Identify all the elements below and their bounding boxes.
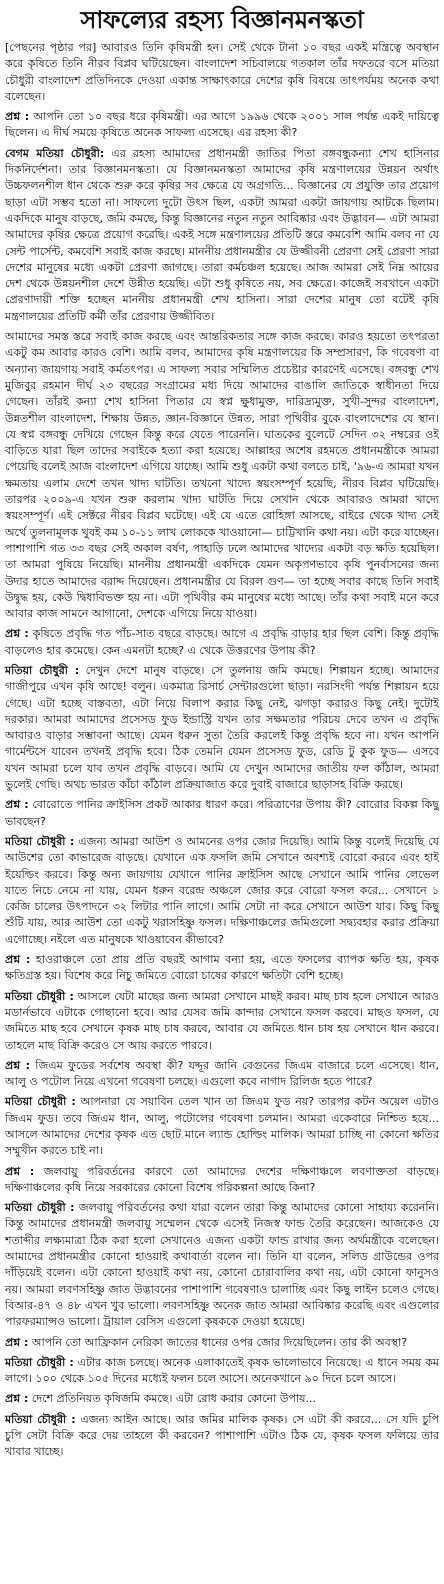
paragraph-text: এটার কাজ চলছে। অনেক এলাকাতেই কৃষক ভালোভাবে নিয়েছে। এ ধানে সময় কম লাগে। ১০০ থেকে ১০৫ দিনের মধ্যেই ফলন চলে আসে। অনেকখানে ৯০ দিনে চলে আসে।: [5, 1355, 440, 1386]
paragraph-text: জলবায়ু পরিবর্তনের কারণে তো আমাদের দেশের দক্ষিণাঞ্চলে লবণাক্ততা বাড়ছে। দক্ষিণাঞ্চলের কৃষি নিয়ে সরকারের কোনো বিশেষ পরিকল্পনা আছে কিনা?: [5, 1164, 440, 1194]
article-body: [0, 40, 444, 1584]
paragraph-text: দেশে প্রতিনিয়ত কৃষিজমি কমছে। এটা রোধ করার কোনো উপায়...: [31, 1392, 317, 1406]
speaker-label: মতিয়া চৌধুরী :: [5, 663, 80, 677]
interview-paragraph: [5, 1412, 439, 1461]
interview-paragraph: [5, 797, 439, 830]
speaker-label: প্রশ্ন :: [5, 1058, 31, 1072]
speaker-label: মতিয়া চৌধুরী :: [5, 1355, 74, 1369]
speaker-label: প্রশ্ন :: [5, 798, 29, 812]
interview-paragraph: [5, 1164, 439, 1197]
article-paragraph: [5, 40, 439, 105]
interview-paragraph: [5, 1355, 439, 1388]
interview-paragraph: [5, 1200, 439, 1330]
speaker-label: প্রশ্ন :: [5, 1392, 29, 1406]
interview-paragraph: [5, 146, 439, 325]
interview-paragraph: [5, 1058, 439, 1091]
paragraph-text: এর রহস্য আমাদের প্রধানমন্ত্রী জাতির পিতা বঙ্গবন্ধুকন্যা শেখ হাসিনার দিকনির্দেশনা। তার বিজ্ঞানমনস্কতা। যে বিজ্ঞানমনস্কতা আমাদের কৃষি মন্ত্রণালয়ের উন্নয়ন অর্থাৎ উচ্চফলনশীল ধান থেকে শুরু করে কৃষির সব ক্ষেত্রে যে অগ্রগতি... বিজ্ঞানের যে প্রযুক্তি তার প্রয়োগ ছাড়া এটা সম্ভব হতো না। সাফল্যে দুটো উৎস ছিল, একটা আমরা একটা জায়গায় আটকে ছিলাম। একদিকে মানুষ বাড়ছে, জমি কমছে, কিন্তু বিজ্ঞানের নতুন নতুন আবিষ্কার এবং উদ্ভাবন— এটা আমরা আমাদের কৃষির ক্ষেত্রে প্রয়োগ করেছি। একই সঙ্গে মন্ত্রণালয়ের প্রতিটি স্তরে কমবেশি আমি বলব না যে সেন্ট পার্সেন্ট, কমবেশি সবাই কাজ করছে। মাননীয় প্রধানমন্ত্রীর যে উজ্জীবনী প্রেরণা সেই প্রেরণা সারা দেশের মানুষের মধ্যে একটা প্রেরণা জাগছে। তারা কর্মচঞ্চল হয়েছে। আজ আমরা সেই নিম্ন আয়ের দেশ থেকে উন্নয়নশীল দেশে উন্নীত হয়েছি। এটা শুধু কৃষিতে নয়, সব ক্ষেত্রে। কাজেই সবখানে একটা প্রেরণাদায়ী শক্তি হচ্ছেন মাননীয় প্রধানমন্ত্রী শেখ হাসিনা। সারা দেশের মানুষ তো বটেই কৃষি মন্ত্রণালয়ের প্রতিটি কর্মী তাঁর প্রেরণায় উজ্জীবিত।: [5, 146, 439, 323]
paragraph-text: [পেছনের পৃষ্ঠার পর] আবারও তিনি কৃষিমন্ত্রী হন। সেই থেকে টানা ১০ বছর একই মন্ত্রিত্বে অবস্থান করে কৃষিতে তিনি নীরব বিপ্লব ঘটিয়েছেন। বাংলাদেশ সচিবালয়ে গতকাল তাঁর দফতরে বসে মতিয়া চৌধুরী বাংলাদেশ প্রতিদিনকে দেওয়া একান্ত সাক্ষাৎকারে দেশের কৃষি বিষয়ে তাৎপর্যময় অনেক কথা বলেছেন।: [5, 41, 439, 103]
speaker-label: প্রশ্ন :: [5, 110, 30, 124]
paragraph-text: জিএম ফুডের সর্বশেষ অবস্থা কী? যদ্দূর জানি বেগুনের জিএম বাজারে চলে এসেছে। ধান, আলু ও পটোল নিয়ে এখনো গবেষণা চলছে। এগুলো কবে নাগাদ রিলিজ হতে পারে?: [5, 1058, 439, 1089]
interview-paragraph: [5, 1391, 439, 1407]
paragraph-text: এজন্য আমরা আউশ ও আমনের ওপর জোর দিয়েছি। আমি কিন্তু বলেই দিয়েছি যে আউশের তো কাভারেজ বাড়ছে। যেখানে এক ফসলি জমি সেখানে অবশ্যই বোরো করবে এবং হাই ইয়েল্ডিং করবে। কিন্তু অন্য জায়গায় যেখানে পানির ক্রাইসিস আছে সেখানে আমি পানির লেভেল যাতে নিচে নেমে না যায়, যেমন ধরুন বরেন্দ্র অঞ্চলে জোর করে বোরো ফসল করে... সেখানে ১ কেজি চালের উৎপাদনে ৩২ লিটার পানি লাগে। আমি সেটা না করে সেখানে আউশ যাব। কিছু কিছু শুঁটি যায়, আর আউশ তো একটু খরাসহিষ্ণু ফসল। দক্ষিণাঞ্চলের জমিগুলো সদ্ব্যবহার করার প্রক্রিয়া এগোচ্ছে। নইলে এত মানুষকে খাওয়াবেন কীভাবে?: [5, 834, 439, 946]
paragraph-text: হাওরাঞ্চলে তো প্রায় প্রতি বছরই আগাম বন্যা হয়, এতে ফসলের ব্যাপক ক্ষতি হয়, কৃষক ক্ষতিগ্রস্ত হয়। বিশেষ করে নিচু জমিতে বোরো চাষের কারণে ক্ষতিটা বেশি হচ্ছে।: [5, 953, 439, 983]
paragraph-text: দেখুন দেশে মানুষ বাড়ছে। সে তুলনায় জমি কমছে। শিল্পায়ন হচ্ছে। আমাদের গাজীপুরে এখন কৃষি আছে! বলুন। একমাত্র রিসার্চ সেন্টারগুলো ছাড়া। নরসিংদী পর্যন্ত শিল্পায়ন হয়ে গেছে। এটা হচ্ছে বাস্তবতা, এটা নিয়ে বিলাপ করার কিছু নেই, ঝগড়া করারও কিছু নেই। দুটোই দরকার। আমরা আমাদের প্রসেসড ফুড ইন্ডাস্ট্রি যখন তার সক্ষমতার পরিচয় দেবে তখন এ প্রবৃদ্ধি আবারও বাড়ার সম্ভাবনা আছে। যেমন ধরুন সুতা তৈরি করলেই কিন্তু প্রবৃদ্ধি হবে না। যখন আপনি গার্মেন্টসে যাবেন তখনই প্রবৃদ্ধি হবে। ঠিক তেমনি যেমন প্রসেসড ফুড, রেডি টু কুক ফুড— এসবে যখন আমরা চলে যাব তখন প্রবৃদ্ধি বাড়বে। আমি যে দেখুন আমাদের জাতীয় ফল কাঁঠাল, আমরা ভুলেই গেছি। অথচ ভারত কাঁচা কাঁঠাল প্রক্রিয়াজাত করে দুবাই বাজারে ছাড়াসহ বিক্রি করছে।: [5, 663, 439, 792]
interview-paragraph: [5, 663, 439, 793]
interview-paragraph: [5, 1335, 439, 1351]
article-paragraph: [5, 329, 439, 622]
speaker-label: প্রশ্ন :: [5, 1164, 35, 1178]
paragraph-text: আপনারা যে সয়াবিন তেল খান তা জিএম ফুড নয়? তারপর কটন অয়েল এটাও জিএম ফুড। তবে জিএম ধান, আলু, পটোলের গবেষণা চলমান। আমরা একেবারে নিশ্চিত হয়ে... আসলে আমাদের দেশের কৃষক এত ছোট মানে ল্যান্ড হোল্ডিং মালিক। আমরা চাচ্ছি না কোনো ক্ষতির সম্মুখীন করতে চাই না।: [5, 1095, 439, 1158]
interview-paragraph: [5, 1094, 439, 1159]
speaker-label: মতিয়া চৌধুরী :: [5, 989, 74, 1003]
interview-paragraph: [5, 989, 439, 1054]
article-headline: সাফল্যের রহস্য বিজ্ঞানমনস্কতা: [80, 6, 364, 34]
paragraph-text: বোরোতে পানির ক্রাইসিস প্রকট আকার ধারণ করে। পরিত্রাণের উপায় কী? বোরোর বিকল্প কিছু ভাবছেন?: [5, 798, 439, 828]
speaker-label: বেগম মতিয়া চৌধুরী:: [5, 146, 105, 160]
speaker-label: প্রশ্ন :: [5, 953, 31, 967]
interview-paragraph: [5, 626, 439, 659]
speaker-label: মতিয়া চৌধুরী :: [5, 1095, 76, 1109]
paragraph-text: আসলে যেটা মাছের জন্য আমরা সেখানে মাছই করব। মাছ চাষ হলে সেখানে আরও মডার্নভাবে এটাকে গোছানো হবে। আর যেসব জমি কান্দার সেখানে ফসল করবে। মাছও ফসল, যে জমিতে মাছ হবে সেখানে কৃষক মাছ চাষ করবে, আবার যে জমিতে ধান চাষ হয় সেখানে ধান করবে। তাহলে মাছ বিক্রি করেও সে আয় করতে পারবে।: [5, 989, 439, 1052]
speaker-label: প্রশ্ন :: [5, 627, 29, 641]
speaker-label: মতিয়া চৌধুরী :: [5, 1201, 75, 1215]
interview-paragraph: [5, 834, 439, 948]
paragraph-text: আমাদের সমস্ত স্তরে সবাই কাজ করছে এবং আন্তরিকতার সঙ্গে কাজ করছে। কারও হয়তো তৎপরতা একটু কম আবার কারও বেশি। আমি বলব, আমাদের কৃষি মন্ত্রণালয়ের কি সম্প্রসারণ, কি গবেষণা বা অন্যান্য জায়গায় সবাই কর্মতৎপর। এ সাফল্য সবার সম্মিলিত প্রচেষ্টার কারণেই এসেছে। বঙ্গবন্ধু শেখ মুজিবুর রহমান দীর্ঘ ২৩ বছরের সংগ্রামের মধ্য দিয়ে আমাদের বাঙালি জাতিকে স্বাধীনতা দিয়ে গেছেন। তাঁরই কন্যা শেখ হাসিনা পিতার যে স্বপ্ন ক্ষুধামুক্ত, দারিদ্র্যমুক্ত, সুখী-সুন্দর বাংলাদেশ, উন্নতশীল বাংলাদেশ, শিক্ষায় উন্নত, জ্ঞান-বিজ্ঞানে উন্নত, সারা পৃথিবীর বুকে বাংলাদেশের যে স্থান। যে স্বপ্ন বঙ্গবন্ধু দেখিয়ে গেছেন কিন্তু করে যেতে পারেননি। ঘাতকের বুলেটে সেদিন ৩২ নম্বরের ওই বাড়িতে যারা ছিল তাদের সবাইকে হত্যা করা হয়েছে। আল্লাহর অশেষ রহমতে প্রধানমন্ত্রীকে আমরা পেয়েছি বলেই আজ বাংলাদেশ এগিয়ে যাচ্ছে। আমি শুধু একটা কথা বলতে চাই, '৯৬-এ আমরা যখন ক্ষমতায় এলাম দেশে তখন খাদ্য ঘাটতি। তখনো খাদ্যে স্বয়ংসম্পূর্ণ হয়েছি, নীরব বিপ্লব ঘটিয়েছি। তারপর ২০০৯-এ যখন শুরু করলাম খাদ্য ঘাটতি দিয়ে সেখান থেকে আবারও আমরা খাদ্যে স্বয়ংসম্পূর্ণ। এই সেক্টরে নীরব বিপ্লব ঘটেছে। এই যে এতে রোহিঙ্গা আসছে, বাইরে থেকে খাদ্য সেই অর্থে তুলনামূলক খুবই কম ১০-১১ লাখ লোককে খাওয়ানো— চাট্টিখানি কথা নয়। এটা করে যাচ্ছেন। পাশাপাশি গত ৩৩ বছর সেই অকাল বর্ষণ, পাহাড়ি ঢলে আমাদের খাদ্যের একটা বড় ক্ষতি হয়েছিল। তা আমরা পুষিয়ে নিয়েছি। মাননীয় প্রধানমন্ত্রী একদিকে যেমন অকৃপণভাবে কৃষি পুনর্বাসনের জন্য উদার হাতে আমাদের বরাদ্দ দিয়েছেন। প্রধানমন্ত্রীর যে বিরল গুণ— তা হচ্ছে সবার কাছে তিনি সবাই উদ্বুদ্ধ হয়, কেউ দ্বিধাবিভক্ত হয় না। এটা পৃথিবীর কম মানুষের মধ্যে আছে। তাঁর কথা সবাই মনে করে আবার কাজ সামনে আগানো, দেশকে এগিয়ে নিয়ে যাওয়া।: [5, 330, 439, 621]
speaker-label: প্রশ্ন :: [5, 1335, 29, 1349]
paragraph-text: আপনি তো ১০ বছর ধরে কৃষিমন্ত্রী। এর আগে ১৯৯৬ থেকে ২০০১ সাল পর্যন্ত একই দায়িত্বে ছিলেন। এ দীর্ঘ সময়ে কৃষিতে অনেক সাফল্য এসেছে। এর রহস্য কী?: [5, 110, 439, 140]
paragraph-text: এজন্য আইন আছে। আর জমির মালিক কৃষক। সে এটা কী করবে... সে যদি চুপি চুপি সেটা বিক্রি করে দেয় তাহলে কী করবেন? পাশাপাশি এটাও ঠিক যে, কৃষক ফসল ফলিয়ে তার খাবার খাচ্ছে।: [5, 1412, 439, 1459]
interview-paragraph: [5, 109, 439, 142]
paragraph-text: কৃষিতে প্রবৃদ্ধি গত পাঁচ-সাত বছরে বাড়ছে। আগে এ প্রবৃদ্ধি বাড়ার হার ছিল বেশি। কিন্তু প্রবৃদ্ধি বাড়লেও হার কমেছে। কেন এমনটা হচ্ছে? এ থেকে উত্তরণের উপায় কী?: [5, 627, 439, 657]
paragraph-text: আপনি তো আফ্রিকান নেরিকা জাতের ধানের ওপর জোর দিয়েছিলেন। তার কী অবস্থা?: [31, 1335, 408, 1349]
speaker-label: মতিয়া চৌধুরী :: [5, 834, 75, 848]
interview-paragraph: [5, 952, 439, 985]
paragraph-text: জলবায়ু পরিবর্তনের কথা যারা বলেন তারা কিন্তু আমাদের কোনো সাহায্য করেননি। কিন্তু আমাদের প্রধানমন্ত্রী জলবায়ু সম্মেলন থেকে এসেই নিজস্ব ফান্ড তৈরি করেছেন। আজকেও যে শতাব্দীর লক্ষ্যমাত্রা ঠিক করা হলো সেখানেও এজন্য একটা ফান্ড রাখার জন্য অর্থমন্ত্রীকে বলেছেন। আমাদের প্রধানমন্ত্রীর কোনো হাওয়াই কথাবার্তা বলেন না। তিনি যা বলেন, সলিড গ্রাউন্ডের ওপর দাঁড়িয়েই বলেন। এটা কোনো হাওয়াই কথা নয়, কোনো চোরাবালির কথা নয়, এটা কোনো ফানুসও নয়। আমরা লবণসহিষ্ণু জাত উদ্ভাবনের পাশাপাশি গবেষণাও চালাচ্ছি এবং কিছু লাইন চলেও গেছে। বিআর-৪৭ ও ৪৮ এখন খুব ভালো। লবণসহিষ্ণু অনেক জাত আমরা আবিষ্কার করেছি এবং এগুলোর পারফরম্যান্সও ভালো। ট্রায়াল বেসিস এগুলো কৃষককে দেওয়া হয়েছে।: [5, 1201, 440, 1329]
speaker-label: মতিয়া চৌধুরী :: [5, 1412, 76, 1426]
